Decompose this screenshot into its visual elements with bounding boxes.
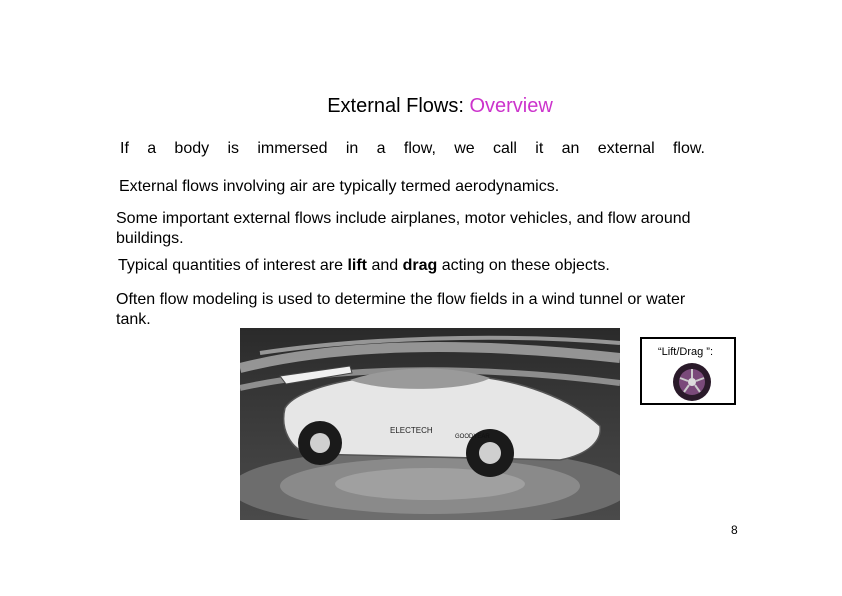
car-lettering: ELECTECH: [390, 426, 433, 435]
quantities-suffix: acting on these objects.: [437, 257, 610, 274]
inset-label: “Lift/Drag ”:: [658, 346, 714, 358]
lift-term: lift: [347, 257, 367, 274]
paragraph-flow-modeling: Often flow modeling is used to determine the flow fields in a wind tunnel or water tank.: [116, 291, 686, 328]
tire-lettering: GOODYEAR: [455, 434, 490, 440]
wind-tunnel-photo: [240, 328, 620, 520]
title-main: External Flows:: [327, 95, 470, 117]
paragraph-examples: Some important external flows include airplanes, motor vehicles, and flow around buildings.: [116, 210, 691, 247]
title-accent: Overview: [469, 95, 553, 117]
wheel-icon: [669, 361, 715, 403]
page-number: 8: [731, 523, 738, 537]
quantities-prefix: Typical quantities of interest are: [118, 257, 348, 274]
drag-term: drag: [402, 257, 438, 274]
paragraph-external-flow: If a body is immersed in a flow, we call it an external flow.: [120, 140, 705, 157]
lift-drag-inset: [640, 337, 736, 405]
slide-title: [0, 95, 842, 118]
quantities-mid: and: [367, 257, 403, 274]
paragraph-aerodynamics: External flows involving air are typically termed aerodynamics.: [119, 178, 560, 195]
paragraph-quantities: [118, 256, 718, 276]
